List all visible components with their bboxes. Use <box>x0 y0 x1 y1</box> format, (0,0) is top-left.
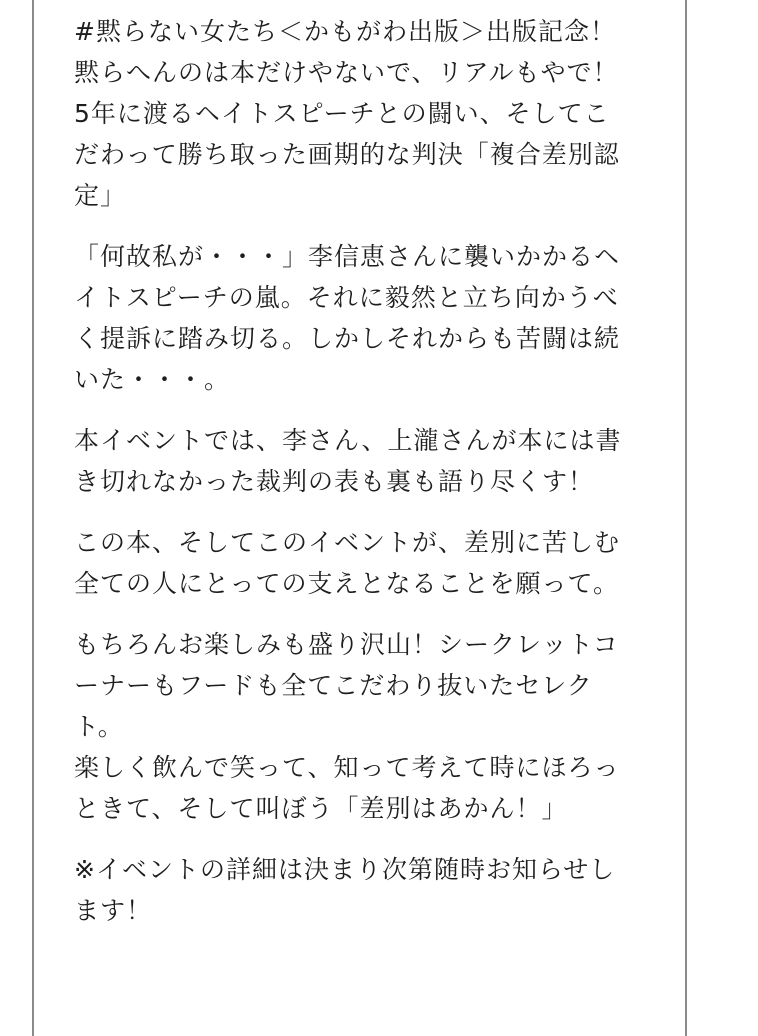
paragraph-event <box>74 420 674 502</box>
text-line: #黙らない女たち＜かもがわ出版＞出版記念！ <box>74 17 616 46</box>
paragraph-intro <box>74 11 674 216</box>
paragraph-fun <box>74 624 674 829</box>
text-line: ーナーもフードも全てこだわり抜いたセレク <box>74 671 593 700</box>
text-line: 全ての人にとっての支えとなることを願って。 <box>74 569 620 598</box>
paragraph-wish <box>74 522 674 604</box>
text-line: この本、そしてこのイベントが、差別に苦しむ <box>74 528 621 557</box>
text-line: もちろんお楽しみも盛り沢山！シークレットコ <box>74 630 619 659</box>
text-line: ト。 <box>74 712 124 741</box>
text-line: 定」 <box>74 181 127 210</box>
text-line: 黙らへんのは本だけやないで、リアルもやで！ <box>74 58 619 87</box>
text-line: 本イベントでは、李さん、上瀧さんが本には書 <box>74 426 622 455</box>
text-line: く提訴に踏み切る。しかしそれからも苦闘は続 <box>74 324 621 353</box>
paragraph-notice <box>74 849 674 931</box>
text-line: イトスピーチの嵐。それに毅然と立ち向かうべ <box>74 283 619 312</box>
paragraph-story <box>74 236 674 400</box>
text-line: だわって勝ち取った画期的な判決「複合差別認 <box>74 140 620 169</box>
text-line: ます！ <box>74 896 153 925</box>
text-line: いた・・・。 <box>74 365 231 394</box>
text-line: ※イベントの詳細は決まり次第随時お知らせし <box>74 855 616 884</box>
text-line: 楽しく飲んで笑って、知って考えて時にほろっ <box>74 753 620 782</box>
text-line: ときて、そして叫ぼう「差別はあかん！」 <box>74 794 568 823</box>
text-line: き切れなかった裁判の表も裏も語り尽くす！ <box>74 467 595 496</box>
document-body <box>74 11 674 951</box>
text-line: 5年に渡るヘイトスピーチとの闘い、そしてこ <box>74 99 610 128</box>
text-line: 「何故私が・・・」李信恵さんに襲いかかるヘ <box>74 242 621 271</box>
